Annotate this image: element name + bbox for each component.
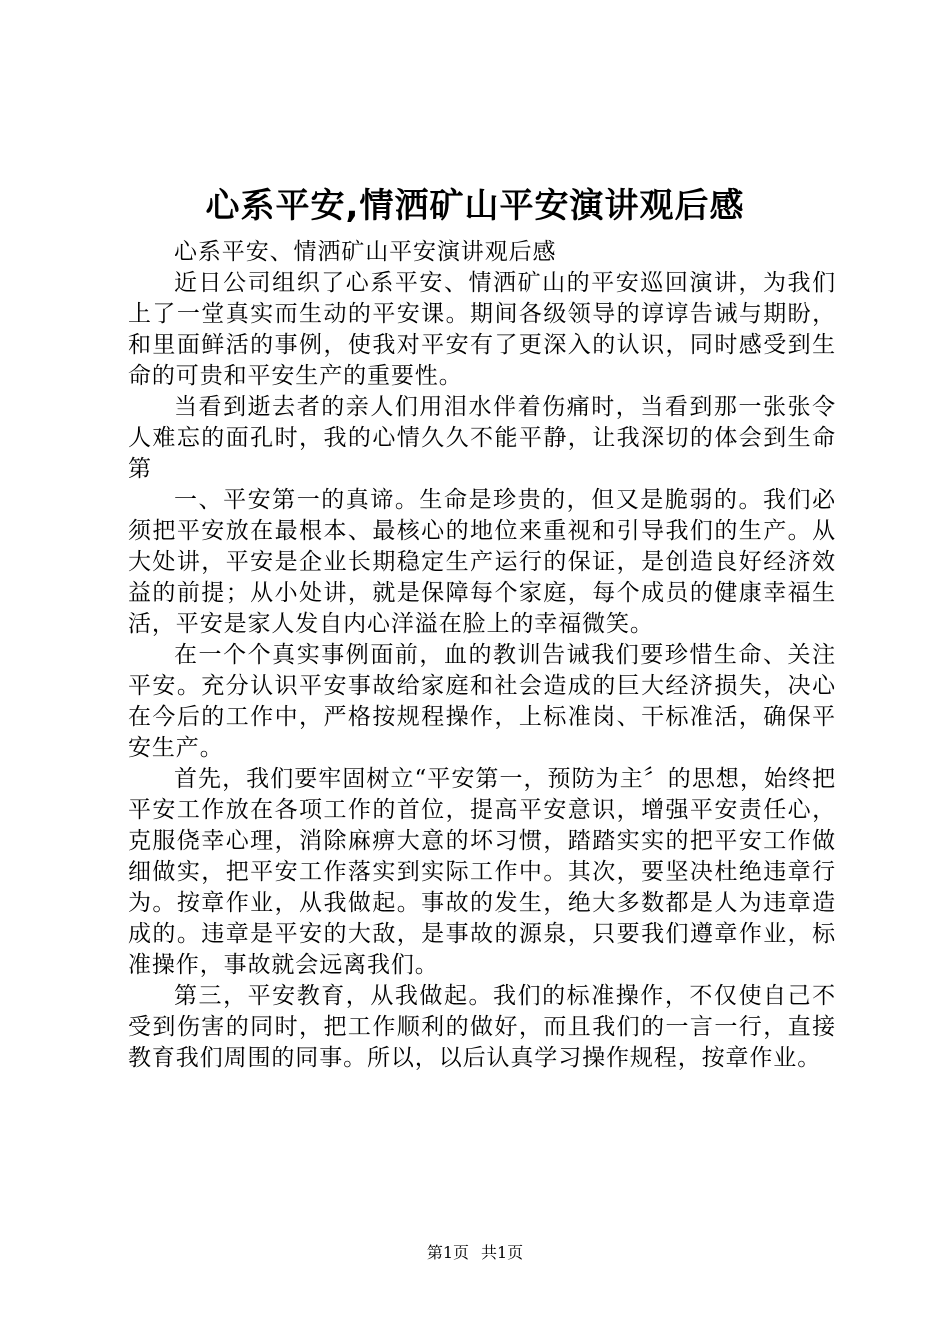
paragraph: 一、平安第一的真谛。生命是珍贵的，但又是脆弱的。我们必须把平安放在最根本、最核心的地位来重视和引导我们的生产。从大处讲，平安是企业长期稳定生产运行的保证，是创造良好经济效益的前提；从小处讲，就是保障每个家庭，每个成员的健康幸福生活，平安是家人发自内心洋溢在脸上的幸福微笑。 <box>128 487 836 637</box>
paragraph: 心系平安、情洒矿山平安演讲观后感 <box>174 239 557 265</box>
paragraph: 当看到逝去者的亲人们用泪水伴着伤痛时，当看到那一张张令人难忘的面孔时，我的心情久久不能平静，让我深切的体会到生命第 <box>128 394 836 482</box>
page-total: 共1页 <box>481 1243 524 1262</box>
document-title: 心系平安,情洒矿山平安演讲观后感 <box>205 186 745 226</box>
paragraph: 近日公司组织了心系平安、情洒矿山的平安巡回演讲，为我们上了一堂真实而生动的平安课。期间各级领导的谆谆告诫与期盼，和里面鲜活的事例，使我对平安有了更深入的认识，同时感受到生命的可贵和平安生产的重要性。 <box>128 270 836 389</box>
paragraph: 第三，平安教育，从我做起。我们的标准操作，不仅使自己不受到伤害的同时，把工作顺利的做好，而且我们的一言一行，直接教育我们周围的同事。所以，以后认真学习操作规程，按章作业。 <box>128 983 836 1071</box>
page-number: 第1页 <box>426 1243 469 1262</box>
paragraph: 首先，我们要牢固树立“平安第一，预防为主〞的思想，始终把平安工作放在各项工作的首位，提高平安意识，增强平安责任心，克服侥幸心理，消除麻痹大意的坏习惯，踏踏实实的把平安工作做细做实，把平安工作落实到实际工作中。其次，要坚决杜绝违章行为。按章作业，从我做起。事故的发生，绝大多数都是人为违章造成的。违章是平安的大敌，是事故的源泉，只要我们遵章作业，标准操作，事故就会远离我们。 <box>128 766 836 978</box>
page-footer <box>0 1242 950 1264</box>
document-body <box>128 237 836 1074</box>
paragraph: 在一个个真实事例面前，血的教训告诫我们要珍惜生命、关注平安。充分认识平安事故给家庭和社会造成的巨大经济损失，决心在今后的工作中，严格按规程操作，上标准岗、干标准活，确保平安生产。 <box>128 642 836 761</box>
